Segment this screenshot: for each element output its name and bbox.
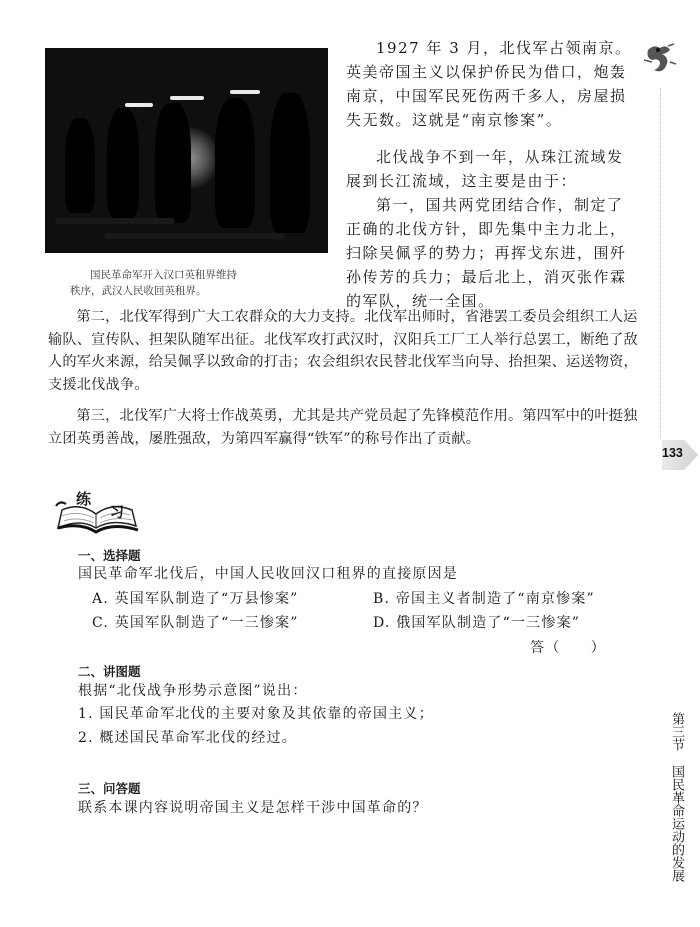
section-heading-map: 二、讲图题 — [78, 664, 141, 679]
qa-question: 联系本课内容说明帝国主义是怎样干涉中国革命的？ — [78, 800, 428, 816]
right-column-text — [346, 36, 638, 313]
paragraph-reason-3-block — [48, 405, 643, 450]
choice-option-d: D. 俄国军队制造了“一三惨案” — [373, 615, 581, 631]
dragon-icon — [640, 40, 680, 80]
side-chapter-title — [666, 712, 684, 882]
page-number: 133 — [662, 446, 683, 460]
caption-line-1: 国民革命军开入汉口英租界维持 — [90, 269, 237, 281]
caption-line-2: 秩序，武汉人民收回英租界。 — [70, 285, 207, 297]
paragraph-reason-2: 第二，北伐军得到广大工农群众的大力支持。北伐军出师时，省港罢工委员会组织工人运输队、宣传队、担架队随军出征。北伐军攻打武汉时，汉阳兵工厂工人举行总罢工，断绝了敌人的军火来源，给吴佩孚以致命的打击；农会组织农民替北伐军当向导、抬担架、运送物资，支援北伐战争。 — [48, 309, 638, 393]
margin-divider-line — [660, 88, 661, 438]
section-heading-qa: 三、问答题 — [78, 781, 141, 796]
choice-option-c: C. 英国军队制造了“一三惨案” — [92, 615, 299, 631]
choice-option-b: B. 帝国主义者制造了“南京惨案” — [373, 591, 595, 607]
exercise-logo-char-2: 习 — [110, 505, 124, 521]
map-question-item-1: 1. 国民革命军北伐的主要对象及其依靠的帝国主义； — [78, 706, 434, 722]
historical-photo — [45, 48, 328, 253]
map-question-intro: 根据“北伐战争形势示意图”说出： — [78, 683, 308, 699]
photo-figure — [270, 93, 310, 233]
photo-figure — [65, 118, 95, 213]
side-title-name: 国民革命运动的发展 — [670, 765, 685, 882]
open-book-icon — [50, 488, 142, 536]
photo-figure — [215, 98, 255, 228]
choice-question: 国民革命军北伐后，中国人民收回汉口租界的直接原因是 — [78, 566, 458, 582]
photo-hat — [125, 103, 153, 107]
photo-hat — [170, 96, 204, 100]
photo-hat — [230, 90, 260, 94]
map-question-item-2: 2. 概述国民革命军北伐的经过。 — [78, 730, 298, 746]
exercise-logo-char-1: 练 — [76, 490, 92, 508]
photo-shadow — [105, 233, 285, 239]
photo-shadow — [55, 218, 175, 224]
paragraph-nanjing-incident: 1927 年 3 月，北伐军占领南京。英美帝国主义以保护侨民为借口，炮轰南京，中国军民死伤两千多人，房屋损失无数。这就是“南京惨案”。 — [346, 39, 632, 129]
photo-caption — [70, 267, 310, 299]
photo-figure — [107, 108, 139, 218]
choice-option-a: A. 英国军队制造了“万县惨案” — [92, 591, 299, 607]
paragraph-reasons-intro: 北伐战争不到一年，从珠江流域发展到长江流域，这主要是由于： — [346, 148, 624, 190]
photo-figure — [155, 103, 191, 223]
side-title-section: 第三节 — [670, 712, 685, 751]
answer-blank: 答（ ） — [530, 640, 606, 656]
paragraph-reason-2-block — [48, 306, 643, 396]
paragraph-reason-1: 第一，国共两党团结合作，制定了正确的北伐方针，即先集中主力北上，扫除吴佩孚的势力；再挥戈东进，围歼孙传芳的兵力；最后北上，消灭张作霖的军队，统一全国。 — [346, 196, 627, 310]
paragraph-reason-3: 第三，北伐军广大将士作战英勇，尤其是共产党员起了先锋模范作用。第四军中的叶挺独立团英勇善战，屡胜强敌，为第四军赢得“铁军”的称号作出了贡献。 — [48, 408, 638, 447]
section-heading-choice: 一、选择题 — [78, 548, 141, 563]
exercise-logo — [50, 488, 142, 536]
